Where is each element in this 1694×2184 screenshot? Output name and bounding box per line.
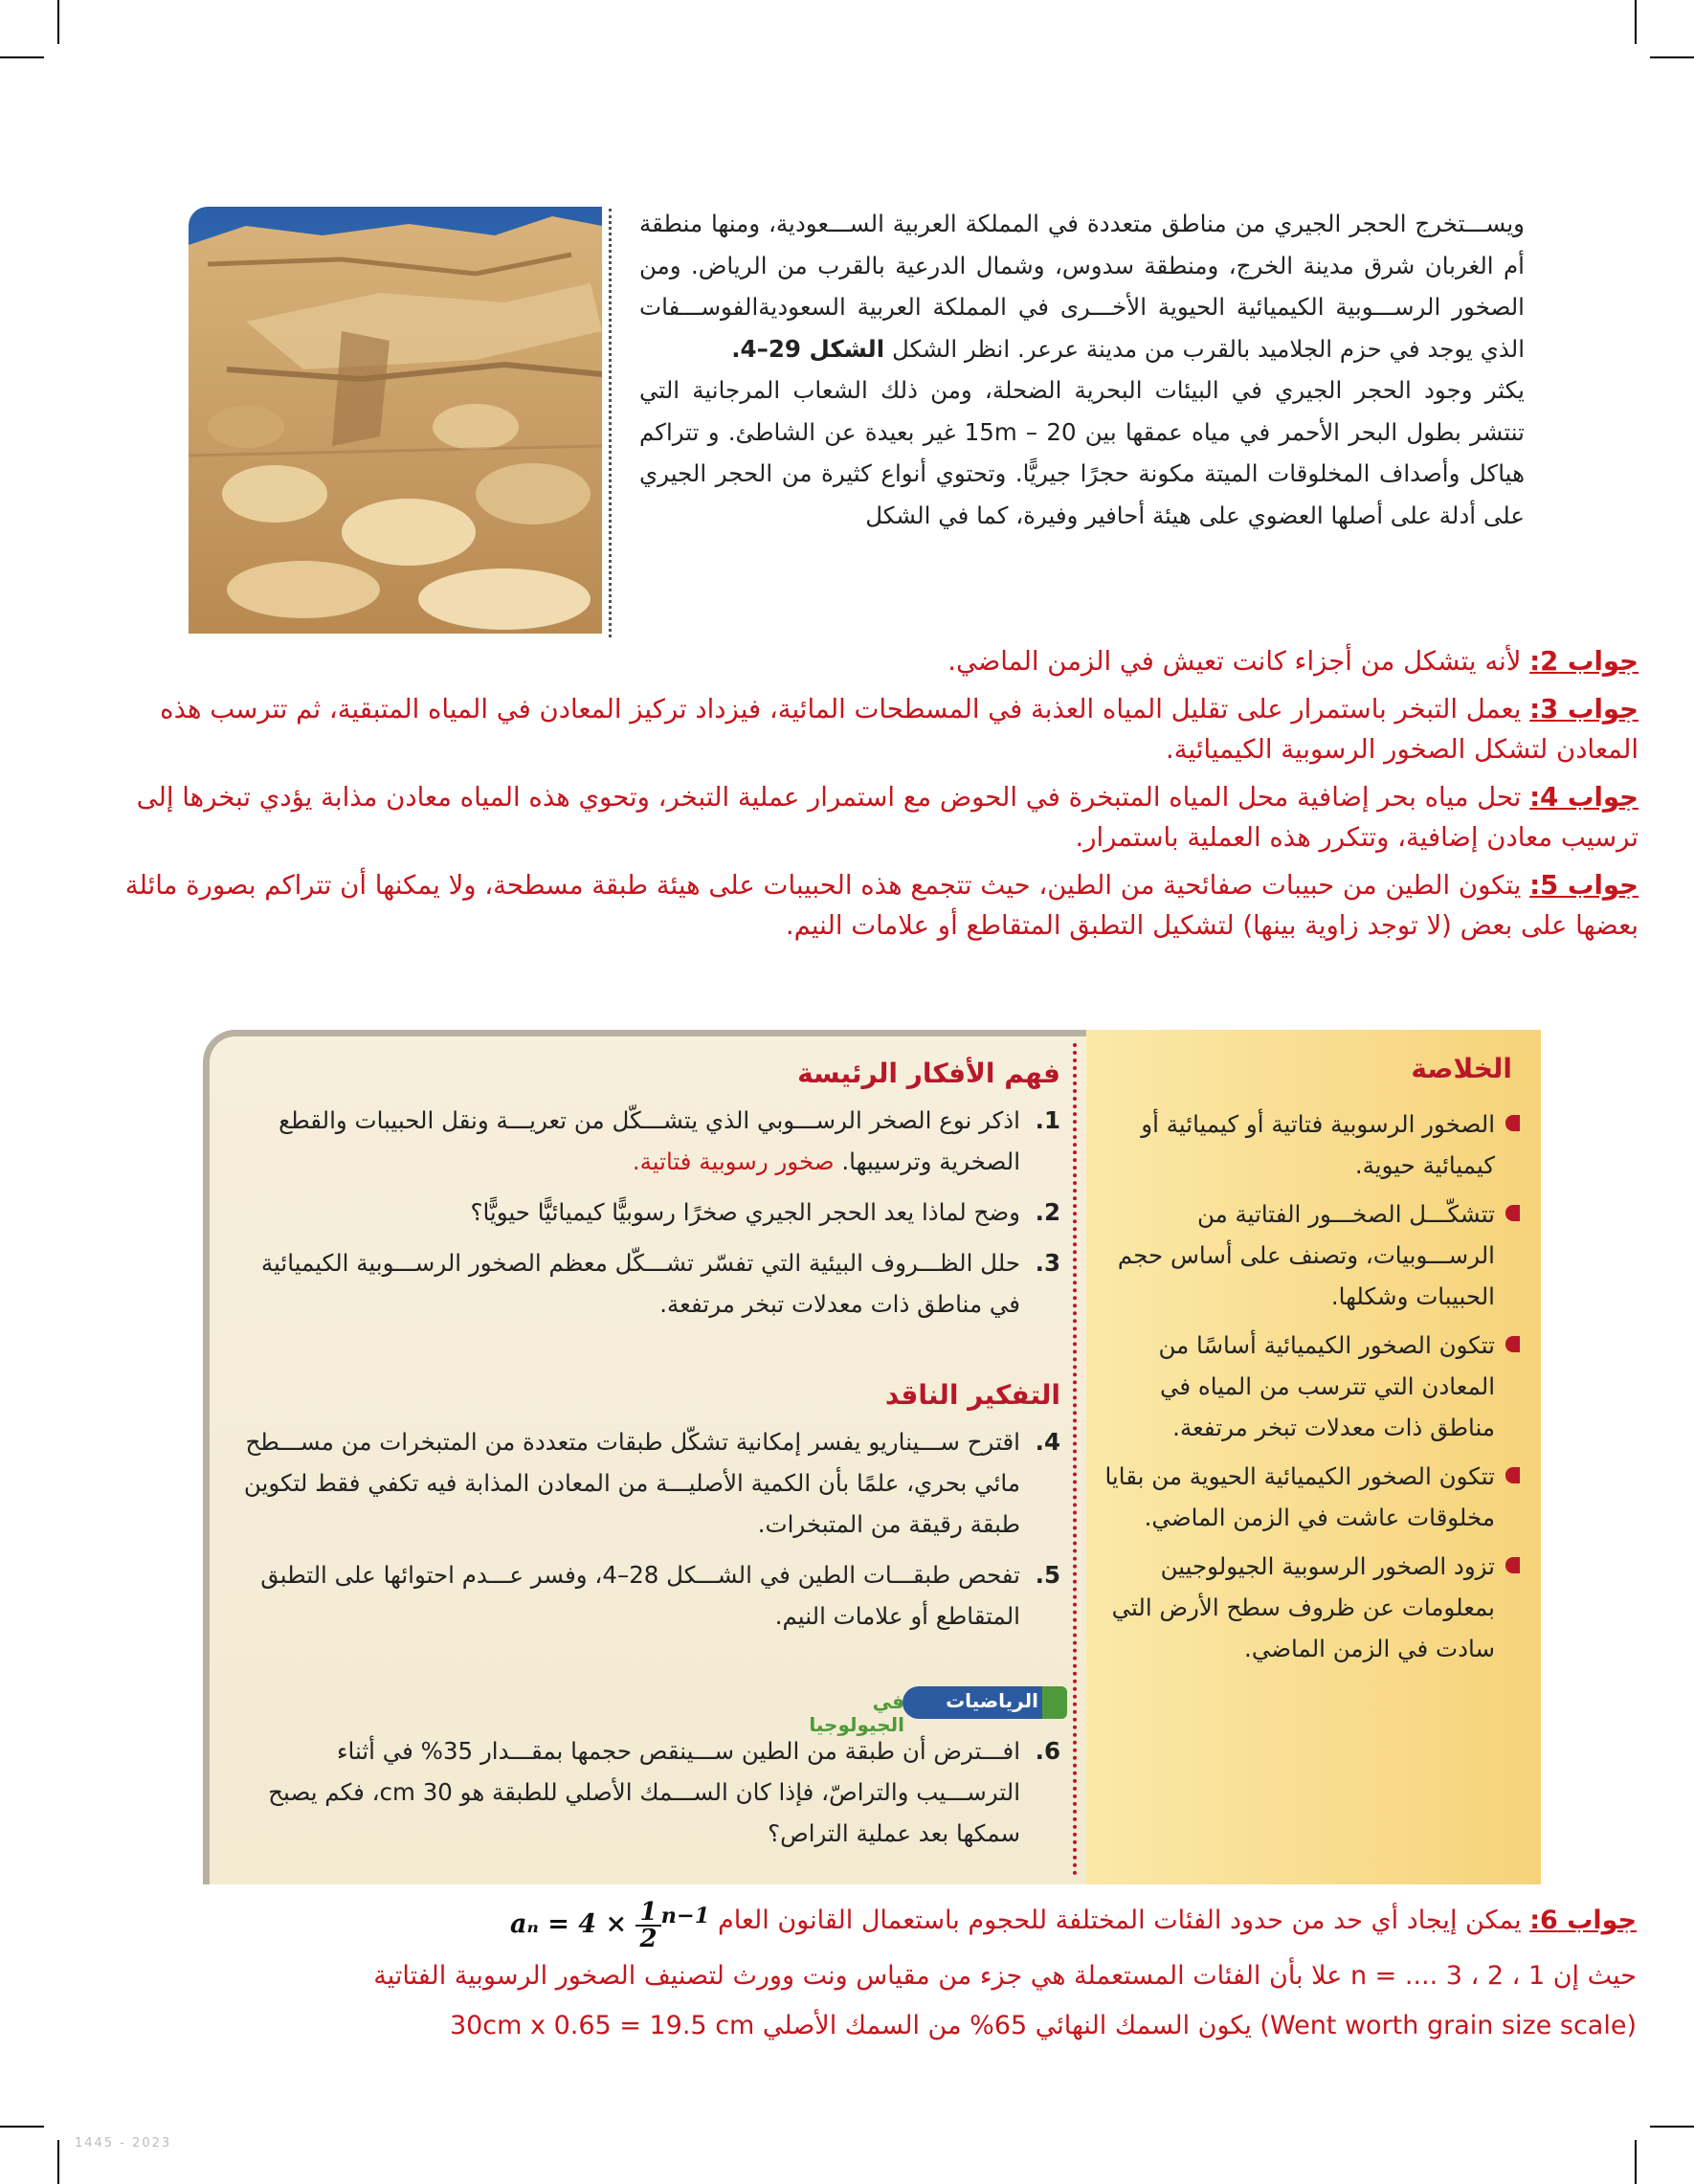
question-3: 3. حلل الظـــروف البيئية التي تفسّر تشـــكّل معظم الصخور الرســـوبية الكيميائية في مناطق ذات معدلات تبخر مرتفعة. [260, 1249, 1060, 1318]
main-ideas-title: فهم الأفكار الرئيسة [797, 1058, 1060, 1089]
paragraph: ويســـتخرج الحجر الجيري من مناطق متعددة في المملكة العربية الســـعودية، ومنها منطقة أم الغربان شرق مدينة الخرج، ومنطقة سدوس، وشمال الدرعية بالقرب من الرياض. ومن الصخور الرســـوبية الكيميائية الحيوية الأخـــرى في المملكة العربية السعوديةالفوســـفات الذي يوجد في حزم الجلاميد بالقرب من مدينة عرعر. انظر الشكل الشكل 29–4. [639, 210, 1525, 363]
answers-block [107, 641, 1638, 953]
body-text [639, 203, 1525, 536]
question-1: 1. اذكر نوع الصخر الرســـوبي الذي يتشـــكّل من تعريـــة ونقل الحبيبات والقطع الصخرية وترسيبها. صخور رسوبية فتاتية. [279, 1106, 1060, 1175]
review-divider [1073, 1043, 1077, 1876]
math-tag-sublabel: في الجيولوجيا [809, 1690, 904, 1736]
crop-mark [57, 0, 59, 44]
crop-mark [1650, 56, 1694, 58]
page-number: 2023 - 1445 [75, 2136, 172, 2151]
summary-item: تتكون الصخور الكيميائية أساسًا من المعادن التي تترسب من المياه في مناطق ذات معدلات تبخر مرتفعة. [1101, 1325, 1520, 1448]
answer-6 [306, 1891, 1637, 2051]
main-ideas-section [228, 1053, 1060, 1334]
formula-fraction: $\frac{1}{2}$ [635, 1900, 660, 1951]
crop-mark [0, 2126, 44, 2128]
bullet-icon [1505, 1115, 1520, 1131]
question-1-answer: صخور رسوبية فتاتية. [632, 1148, 835, 1175]
summary-item: تتشكّـــل الصخـــور الفتاتية من الرســـوبيات، وتصنف على أساس حجم الحبيبات وشكلها. [1101, 1193, 1520, 1317]
answer-5: جواب 5: يتكون الطين من حبيبات صفائحية من الطين، حيث تتجمع هذه الحبيبات على هيئة طبقة مسطحة، ولا يمكنها أن تتراكم بصورة مائلة بعضها على بعض (لا توجد زاوية بينها) لتشكيل التطبق المتقاطع أو علامات النيم. [124, 870, 1638, 941]
summary-list [1101, 1103, 1520, 1677]
math-tag-accent [1042, 1686, 1067, 1719]
crop-mark [1635, 0, 1637, 44]
answer-6-line-2: حيث إن 1 ، 2 ، 3 .... = n علا بأن الفئات المستعملة هي جزء من مقياس ونت وورث لتصنيف الصخور الرسوبية الفتاتية [373, 1960, 1637, 1991]
critical-thinking-title: التفكير الناقد [884, 1379, 1060, 1411]
figure-ref: الشكل 29–4. [731, 334, 885, 363]
bullet-icon [1505, 1205, 1520, 1221]
general-formula: aₙ = 4 × $\frac{1}{2}$ $^{n-1}$ [509, 1897, 710, 1953]
question-4: 4. اقترح ســـيناريو يفسر إمكانية تشكّل طبقات متعددة من المتبخرات من مســـطح مائي بحري، علمًا بأن الكمية الأصليـــة من المعادن المذابة فيه تكفي فقط لتكوين طبقة رقيقة من المتبخرات. [243, 1428, 1060, 1538]
column-divider [609, 209, 612, 637]
summary-item: تتكون الصخور الكيميائية الحيوية من بقايا مخلوقات عاشت في الزمن الماضي. [1101, 1456, 1520, 1538]
answer-2: جواب 2: لأنه يتشكل من أجزاء كانت تعيش في الزمن الماضي. [947, 646, 1638, 677]
critical-thinking-section [228, 1374, 1060, 1646]
crop-mark [57, 2140, 59, 2184]
math-tag-label: الرياضيات [946, 1689, 1038, 1712]
answer-4: جواب 4: تحل مياه بحر إضافية محل المياه المتبخرة في الحوض مع استمرار عملية التبخر، وتحوي هذه المياه معادن مذابة يؤدي تبخرها إلى ترسيب معادن إضافية، وتتكرر هذه العملية باستمرار. [136, 782, 1638, 853]
summary-title: الخلاصة [1411, 1053, 1512, 1084]
answer-6-line-1: جواب 6: يمكن إيجاد أي حد من حدود الفئات المختلفة للحجوم باستعمال القانون العام aₙ = 4 × $\frac{1}{2}$ $^{n-1}$ [306, 1891, 1637, 1951]
summary-item: تزود الصخور الرسوبية الجيولوجيين بمعلومات عن ظروف سطح الأرض التي سادت في الزمن الماضي. [1101, 1546, 1520, 1669]
bullet-icon [1505, 1467, 1520, 1483]
answer-3: جواب 3: يعمل التبخر باستمرار على تقليل المياه العذبة في المسطحات المائية، فيزداد تركيز المعادن في المياه المتبقية، ثم تترسب هذه المعادن لتشكل الصخور الرسوبية الكيميائية. [160, 694, 1638, 765]
crop-mark [0, 56, 44, 58]
math-in-geology-tag [809, 1686, 1067, 1736]
bullet-icon [1505, 1557, 1520, 1573]
paragraph: يكثر وجود الحجر الجيري في البيئات البحرية الضحلة، ومن ذلك الشعاب المرجانية التي تنتشر بطول البحر الأحمر في مياه عمقها بين 15m – 20 غير بعيدة عن الشاطئ. و تتراكم هياكل وأصداف المخلوقات الميتة مكونة حجرًا جيريًّا. وتحتوي أنواع كثيرة من الحجر الجيري على أدلة على أصلها العضوي على هيئة أحافير وفيرة، كما في الشكل [639, 376, 1525, 529]
crop-mark [1635, 2140, 1637, 2184]
question-6-block [228, 1730, 1060, 1863]
question-5: 5. تفحص طبقـــات الطين في الشـــكل 28–4، وفسر عـــدم احتوائها على التطبق المتقاطع أو علامات النيم. [260, 1561, 1060, 1630]
crop-mark [1650, 2126, 1694, 2128]
bullet-icon [1505, 1336, 1520, 1352]
question-2: 2. وضح لماذا يعد الحجر الجيري صخرًا رسوبيًّا كيميائيًّا حيويًّا؟ [470, 1198, 1060, 1226]
summary-item: الصخور الرسوبية فتاتية أو كيميائية أو كيميائية حيوية. [1101, 1103, 1520, 1186]
question-6: 6. افـــترض أن طبقة من الطين ســـينقص حجمها بمقـــدار 35% في أثناء الترســـيب والتراصّ، فإذا كان الســـمك الأصلي للطبقة هو 30 cm، فكم يصبح سمكها بعد عملية التراص؟ [268, 1737, 1060, 1847]
answer-6-line-3: (Went worth grain size scale) يكون السمك النهائي 65% من السمك الأصلي 30cm x 0.65 = 19.5 cm [449, 2010, 1637, 2040]
limestone-photo [189, 207, 602, 634]
